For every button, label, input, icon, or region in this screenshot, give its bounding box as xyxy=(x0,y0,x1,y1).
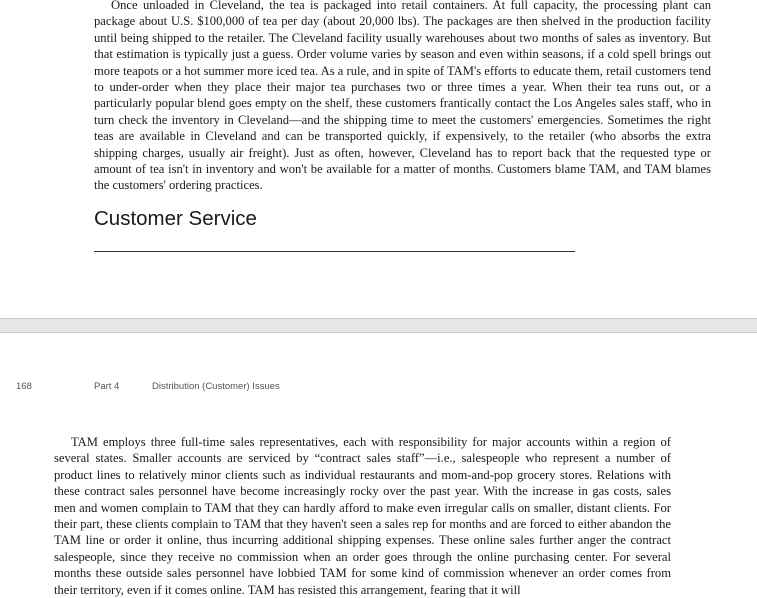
body-paragraph-sales-staff: TAM employs three full-time sales representatives, each with responsibility for major accounts within a region of several states. Smaller accounts are serviced by “contract sales staff”—i.e., salespeople who represent a number of product lines to relatively minor clients such as individual restaurants and mom-and-pop grocery stores. Relations with these contract sales personnel have become increasingly rocky over the past year. With the increase in gas costs, sales men and women complain to TAM that they can hardly afford to make even irregular calls on smaller, distant clients. For their part, these clients complain to TAM that they haven't seen a sales rep for months and are forced to either abandon the TAM line or order it online, thus incurring additional shipping expenses. These online sales further anger the contract salespeople, since they receive no commission when an order goes through the online purchasing center. For several months these outside sales personnel have lobbied TAM for some kind of commission whenever an order comes from their territory, even if it comes online. TAM has resisted this arrangement, fearing that it will xyxy=(54,435,671,597)
body-paragraph-inventory: Once unloaded in Cleveland, the tea is packaged into retail containers. At full capacity, the processing plant can package about U.S. $100,000 of tea per day (about 20,000 lbs). The packages are then shelved in the production facility until being shipped to the retailer. The Cleveland facility usually warehouses about two months of sales as inventory. But that estimation is typically just a guess. Order volume varies by season and even within seasons, if a cold spell brings out more teapots or a hot summer more iced tea. As a rule, and in spite of TAM's efforts to educate them, retail customers tend to under-order when they place their major tea purchases two or three times a year. When their tea runs out, or a particularly popular blend goes empty on the shelf, these customers frantically contact the Los Angeles sales staff, who in turn check the inventory in Cleveland—and the shipping time to meet the customers' emergencies. Sometimes the right teas are available in Cleveland and can be transported quickly, if expensively, to the retailer (who absorbs the extra shipping charges, usually air freight). Just as often, however, Cleveland has to report back that the requested type or amount of tea isn't in inventory and won't be available for a matter of months. Customers blame TAM, and TAM blames the customers' ordering practices. xyxy=(94,0,712,193)
page-number: 168 xyxy=(16,381,32,392)
section-heading-customer-service: Customer Service xyxy=(94,207,257,230)
heading-underline-rule xyxy=(94,251,575,252)
page-break-gap xyxy=(0,318,757,333)
running-header-part: Part 4 xyxy=(94,381,120,392)
running-header-title: Distribution (Customer) Issues xyxy=(152,381,280,392)
